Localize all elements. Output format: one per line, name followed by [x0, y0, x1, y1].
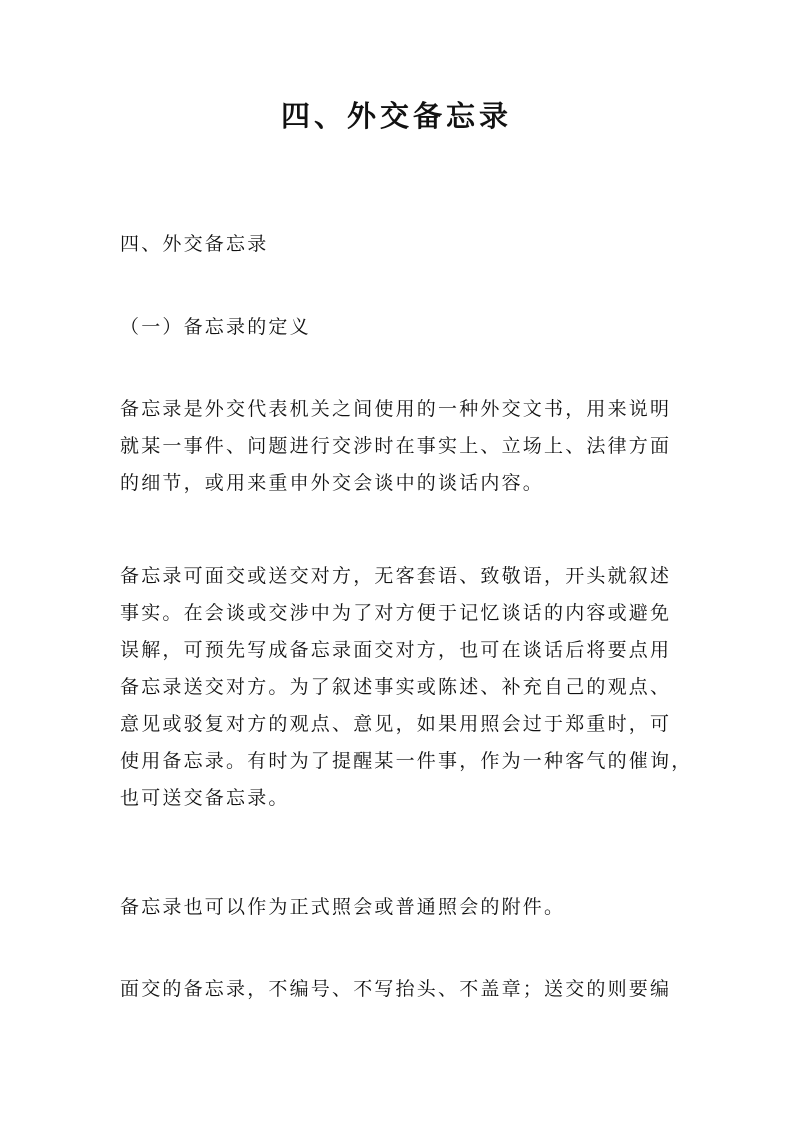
- paragraph-attachment: [120, 889, 676, 926]
- paragraph-line: 也可送交备忘录。: [120, 787, 290, 809]
- page-title: 四、外交备忘录: [280, 99, 512, 133]
- paragraph-usage: [120, 558, 693, 817]
- section-heading: [120, 226, 676, 263]
- paragraph-line: 的细节，或用来重申外交会谈中的谈话内容。: [120, 472, 545, 494]
- paragraph-line: 备忘录是外交代表机关之间使用的一种外交文书，用来说明: [120, 398, 672, 420]
- section-heading-text: 四、外交备忘录: [120, 233, 269, 255]
- paragraph-line: 就某一事件、问题进行交涉时在事实上、立场上、法律方面: [120, 435, 672, 457]
- subsection-heading-text: （一）备忘录的定义: [120, 316, 311, 338]
- paragraph-line: 使用备忘录。有时为了提醒某一件事，作为一种客气的催询，: [120, 750, 693, 772]
- paragraph-line: 备忘录可面交或送交对方，无客套语、致敬语，开头就叙述: [120, 565, 672, 587]
- paragraph-format: [120, 971, 676, 1008]
- paragraph-line: 意见或驳复对方的观点、意见，如果用照会过于郑重时，可: [120, 713, 672, 735]
- paragraph-line: 事实。在会谈或交涉中为了对方便于记忆谈话的内容或避免: [120, 602, 672, 624]
- paragraph-line: 误解，可预先写成备忘录面交对方，也可在谈话后将要点用: [120, 639, 672, 661]
- paragraph-line: 备忘录也可以作为正式照会或普通照会的附件。: [120, 896, 566, 918]
- paragraph-definition: [120, 391, 676, 502]
- paragraph-line: 备忘录送交对方。为了叙述事实或陈述、补充自己的观点、: [120, 676, 672, 698]
- subsection-heading: [120, 309, 676, 346]
- paragraph-line: 面交的备忘录，不编号、不写抬头、不盖章；送交的则要编: [120, 978, 672, 1000]
